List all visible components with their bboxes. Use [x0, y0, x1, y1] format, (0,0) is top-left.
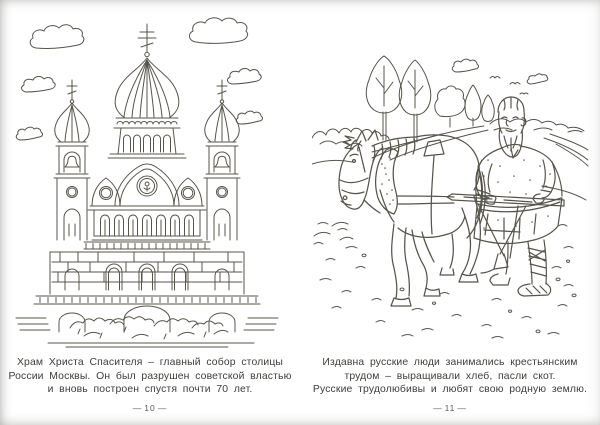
footer-ornament: —: [132, 403, 143, 413]
facade-arches: [88, 164, 206, 210]
plowing-peasant-illustration: [312, 48, 590, 348]
right-page: [300, 0, 600, 425]
right-page-footer: [300, 403, 600, 413]
sky: [452, 59, 548, 94]
caption-line: трудом – выращивали хлеб, пасли скот.: [344, 370, 556, 382]
footer-ornament: —: [433, 403, 443, 413]
peasant-man: [474, 97, 562, 296]
central-dome: [108, 24, 186, 158]
caption-line: Русские трудолюбивы и любят свою родную землю.: [312, 384, 588, 396]
stone-base: [50, 252, 244, 294]
cathedral-illustration: [14, 6, 296, 351]
caption-line: и вновь построен спустя почти 70 лет.: [47, 384, 253, 396]
caption-line: Издавна русские люди занимались крестьянским: [322, 357, 578, 368]
caption-line: Храм Христа Спасителя – главный собор столицы: [16, 357, 284, 368]
left-tower: [54, 80, 90, 240]
background-trees-field: [312, 56, 588, 200]
left-caption: [0, 356, 300, 397]
right-caption: [300, 356, 600, 397]
page-number: 10: [144, 403, 156, 413]
terrace-and-garden: [16, 296, 278, 347]
right-tower: [204, 80, 240, 240]
footer-ornament: —: [157, 403, 168, 413]
window-arcade: [84, 210, 210, 249]
speckles: [382, 158, 550, 228]
left-page-footer: [0, 403, 300, 413]
page-number: 11: [444, 403, 456, 413]
horse: [339, 130, 485, 306]
caption-line: России Москвы. Он был разрушен советской властью: [8, 370, 292, 382]
footer-ornament: —: [457, 403, 467, 413]
